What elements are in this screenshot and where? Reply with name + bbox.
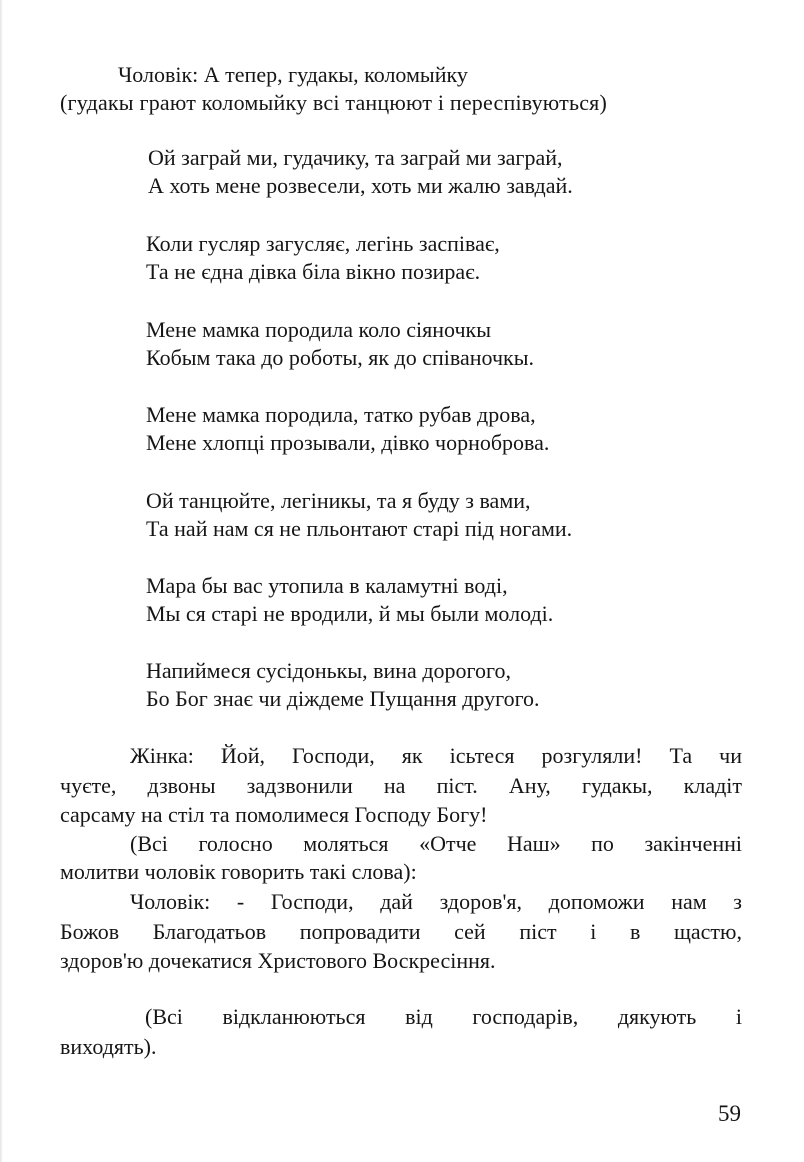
verse-line: Мара бы вас утопила в каламутні воді,: [146, 573, 508, 598]
page-edge-shadow: [0, 0, 3, 1162]
verse-line: Ой заграй ми, гудачику, та заграй ми заграй,: [148, 145, 563, 170]
verse-line: Мене хлопці прозывали, дівко чорноброва.: [146, 430, 550, 455]
verse-line: Бо Бог знає чи діждеме Пущання другого.: [146, 686, 540, 711]
verse-line: Ой танцюйте, легіникы, та я буду з вами,: [146, 488, 531, 513]
verse-line: Напиймеся сусідонькы, вина дорогого,: [146, 658, 511, 683]
verse-line: Мене мамка породила, татко рубав дрова,: [146, 402, 536, 427]
prose-line: (Всі голосно моляться «Отче Наш» по закінченні: [130, 831, 742, 856]
verse-line: Мене мамка породила коло сіяночкы: [146, 317, 491, 342]
page-number: 59: [718, 1101, 741, 1126]
prose-line: чуєте, дзвоны задзвонили на піст. Ану, гудакы, кладіт: [60, 773, 742, 798]
prose-line: Чоловік: - Господи, дай здоров'я, допоможи нам з: [130, 889, 742, 914]
prose-line: виходять).: [60, 1034, 157, 1059]
verse-line: Та най нам ся не пльонтают старі під ногами.: [146, 516, 573, 541]
prose-line: Жінка: Йой, Господи, як ісьтеся розгуляли! Та чи: [130, 743, 742, 768]
stage-direction: (гудакы грают коломыйку всі танцюют і переспівуються): [60, 90, 608, 115]
prose-line: Божов Благодатьов попровадити сей піст і в щастю,: [60, 919, 742, 944]
verse-line: Кобым така до роботы, як до співаночкы.: [146, 345, 534, 370]
prose-line: сарсаму на стіл та помолимеся Господу Богу!: [60, 802, 488, 827]
verse-line: Коли гусляр загусляє, легінь заспіває,: [146, 231, 500, 256]
verse-line: Мы ся старі не вродили, й мы были молоді.: [146, 601, 554, 626]
prose-line: молитви чоловік говорить такі слова):: [60, 859, 417, 884]
speaker-line-man: Чоловік: А тепер, гудакы, коломыйку: [118, 62, 468, 87]
prose-line: здоров'ю дочекатися Христового Воскресіння.: [60, 948, 496, 973]
verse-line: Та не єдна дівка біла вікно позирає.: [146, 259, 481, 284]
prose-line: (Всі відкланюються від господарів, дякують і: [145, 1004, 742, 1029]
verse-line: А хоть мене розвесели, хоть ми жалю завдай.: [148, 173, 573, 198]
